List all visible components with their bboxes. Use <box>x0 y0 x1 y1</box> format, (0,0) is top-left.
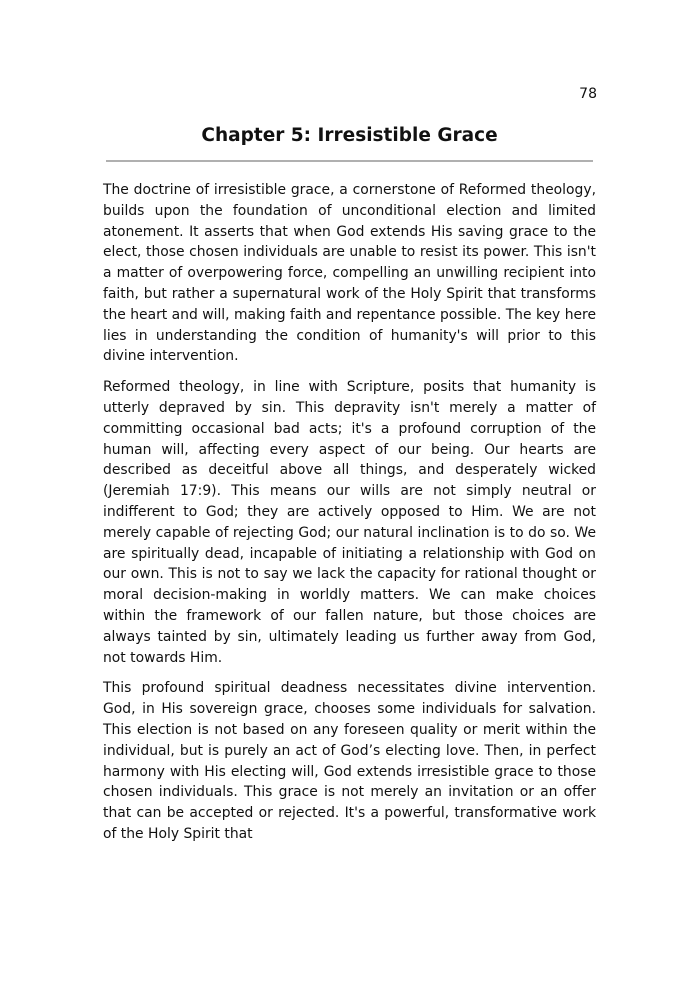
chapter-body <box>103 180 596 855</box>
paragraph-2: Reformed theology, in line with Scripture, posits that humanity is utterly depraved by sin. This depravity isn't merely a matter of committing occasional bad acts; it's a profound corruption of the human will, affecting every aspect of our being. Our hearts are described as deceitful above all things, and desperately wicked (Jeremiah 17:9). This means our wills are not simply neutral or indifferent to God; they are actively opposed to Him. We are not merely capable of rejecting God; our natural inclination is to do so. We are spiritually dead, incapable of initiating a relationship with God on our own. This is not to say we lack the capacity for rational thought or moral decision-making in worldly matters. We can make choices within the framework of our fallen nature, but those choices are always tainted by sin, ultimately leading us further away from God, not towards Him. <box>103 379 596 666</box>
paragraph-1: The doctrine of irresistible grace, a cornerstone of Reformed theology, builds upon the foundation of unconditional election and limited atonement. It asserts that when God extends His saving grace to the elect, those chosen individuals are unable to resist its power. This isn't a matter of overpowering force, compelling an unwilling recipient into faith, but rather a supernatural work of the Holy Spirit that transforms the heart and will, making faith and repentance possible. The key here lies in understanding the condition of humanity's will prior to this divine intervention. <box>103 182 596 365</box>
chapter-title: Chapter 5: Irresistible Grace <box>201 125 498 146</box>
page-number: 78 <box>579 86 597 102</box>
title-divider <box>106 160 593 162</box>
paragraph-3: This profound spiritual deadness necessitates divine intervention. God, in His sovereign grace, chooses some individuals for salvation. This election is not based on any foreseen quality or merit within the individual, but is purely an act of God’s electing love. Then, in perfect harmony with His electing will, God extends irresistible grace to those chosen individuals. This grace is not merely an invitation or an offer that can be accepted or rejected. It's a powerful, transformative work of the Holy Spirit that <box>103 680 596 842</box>
